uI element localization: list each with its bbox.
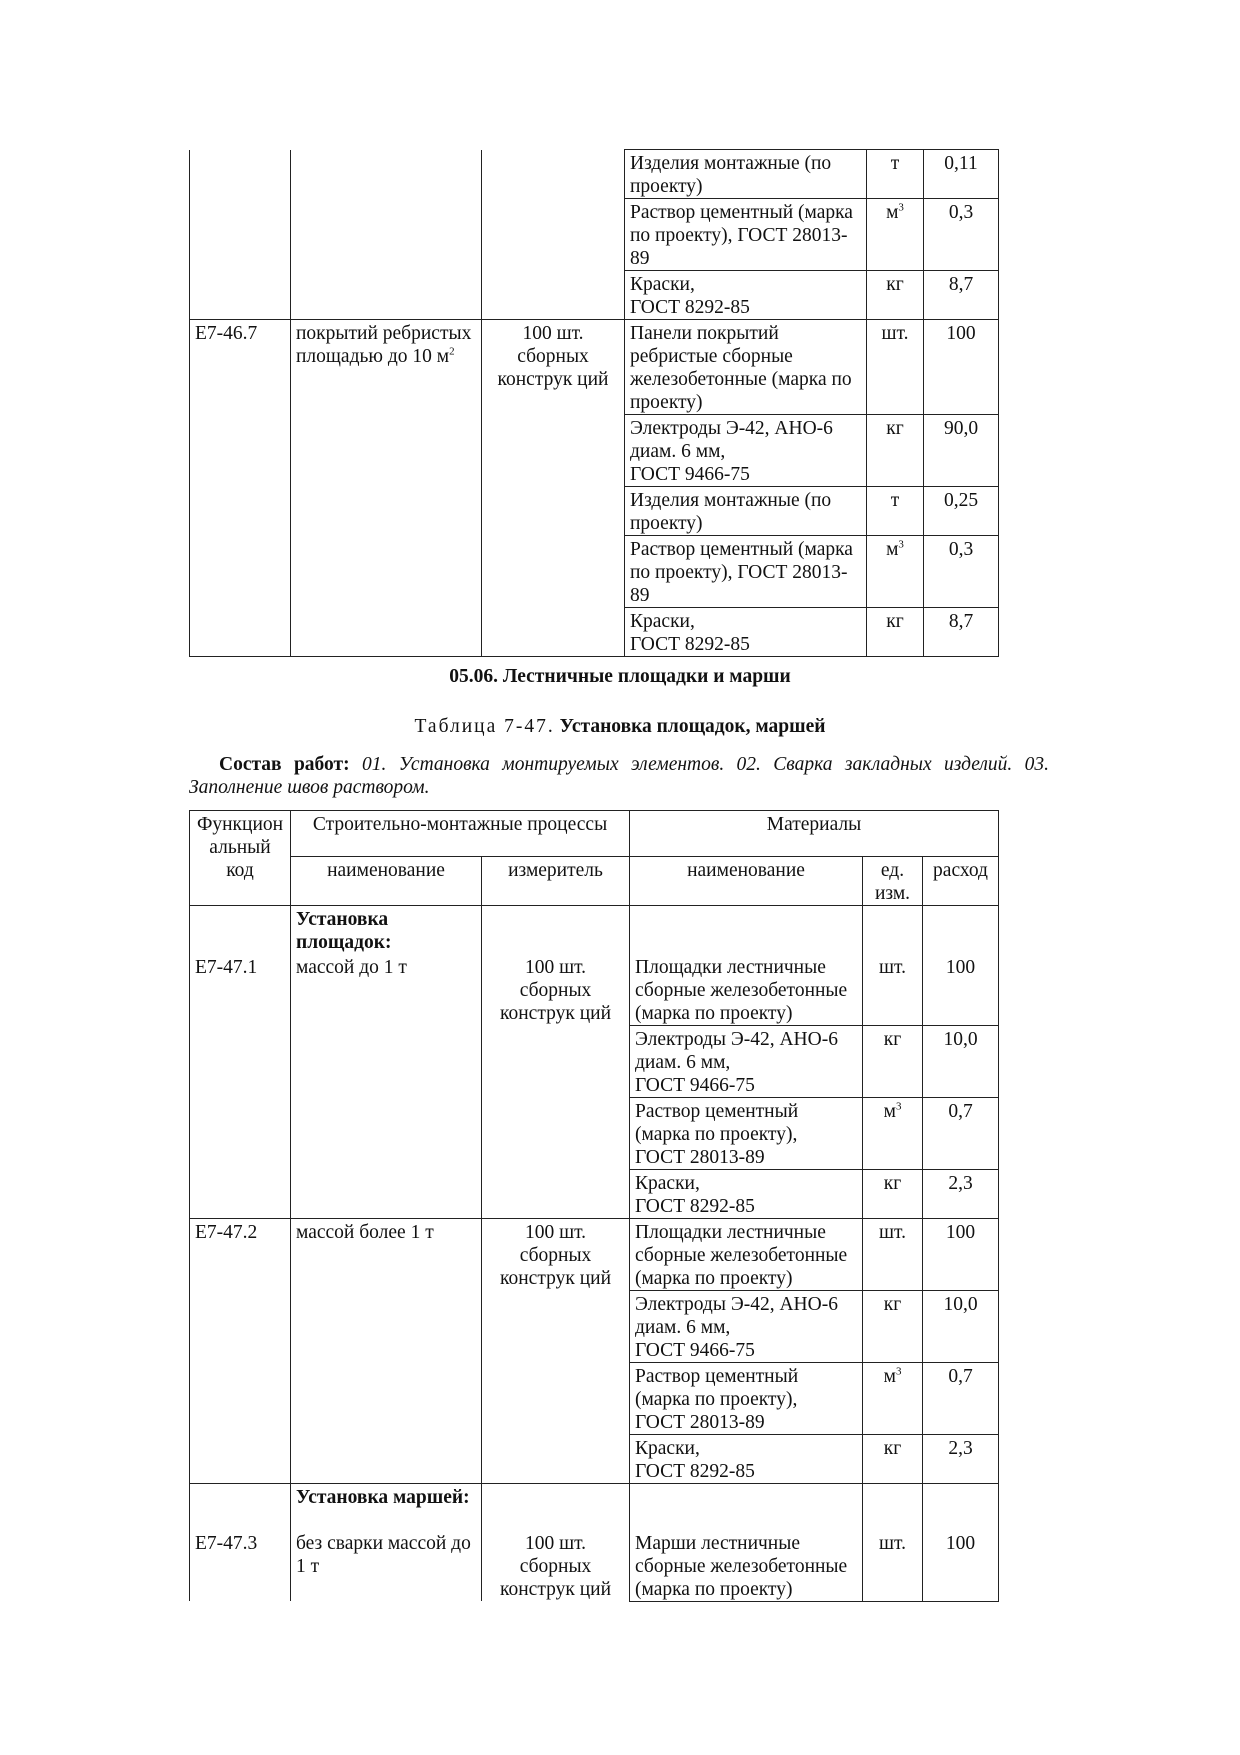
unit-cell: шт. [863,1530,923,1602]
header-proc-name: наименование [291,857,482,906]
table-row [190,1219,999,1291]
material-cell: Краски, ГОСТ 8292-85 [625,271,867,320]
table-row [190,1291,999,1363]
unit-cell: $м^3$ [863,1363,923,1435]
table-row [190,1098,999,1170]
rate-cell: 100 [923,1219,999,1291]
material-cell: Площадки лестничные сборные железобетонные (марка по проекту) [630,1219,863,1291]
table-row [190,954,999,1026]
table-row [190,1530,999,1602]
rate-cell: 90,0 [924,415,999,487]
table-row [190,271,999,320]
process-cell: массой более 1 т [291,1219,482,1291]
work-composition-label: Состав работ: [219,754,350,775]
material-cell: Электроды Э-42, АНО-6 диам. 6 мм, ГОСТ 9466-75 [630,1026,863,1098]
unit-cell: шт. [863,954,923,1026]
unit-cell: т [867,150,924,199]
code-cell [190,150,291,199]
material-cell: Изделия монтажные (по проекту) [625,150,867,199]
unit-cell: кг [863,1291,923,1363]
rate-cell: 2,3 [923,1170,999,1219]
material-cell: Раствор цементный (марка по проекту), ГОСТ 28013-89 [625,199,867,271]
process-cell: массой до 1 т [291,954,482,1026]
material-cell: Электроды Э-42, АНО-6 диам. 6 мм, ГОСТ 9466-75 [630,1291,863,1363]
material-cell: Раствор цементный (марка по проекту), ГОСТ 28013-89 [630,1363,863,1435]
header-mat-unit: ед. изм. [863,857,923,906]
unit-cell: $м^3$ [863,1098,923,1170]
table-row [190,608,999,657]
material-cell: Краски, ГОСТ 8292-85 [625,608,867,657]
code-cell: Е7-46.7 [190,320,291,415]
unit-cell: т [867,487,924,536]
rate-cell: 8,7 [924,271,999,320]
material-cell: Краски, ГОСТ 8292-85 [630,1170,863,1219]
unit-cell: кг [867,271,924,320]
rate-cell: 8,7 [924,608,999,657]
group-title-row [190,1484,999,1530]
process-cell: без сварки массой до 1 т [291,1530,482,1602]
header-proc-measure: измеритель [482,857,630,906]
work-composition [189,753,1049,799]
material-cell: Марши лестничные сборные железобетонные (марка по проекту) [630,1530,863,1602]
table-caption-prefix: Таблица 7-47. [414,716,555,737]
table-row [190,415,999,487]
rate-cell: 10,0 [923,1026,999,1098]
table-7-47 [189,810,999,1602]
rate-cell: 0,3 [924,199,999,271]
process-cell [291,150,482,199]
unit-cell: кг [867,415,924,487]
rate-cell: 0,11 [924,150,999,199]
measure-cell: 100 шт. сборных конструк ций [482,1219,630,1291]
material-cell: Панели покрытий ребристые сборные железобетонные (марка по проекту) [625,320,867,415]
section-heading: 05.06. Лестничные площадки и марши [449,666,791,687]
work-composition-text: 01. Установка монтируемых элементов. 02. Сварка закладных изделий. 03. Заполнение швов раствором. [189,754,1050,798]
group-title-row [190,906,999,955]
measure-cell: 100 шт. сборных конструк ций [482,954,630,1026]
header-materials: Материалы [630,811,999,857]
code-cell: Е7-47.2 [190,1219,291,1291]
header-mat-name: наименование [630,857,863,906]
group-title: Установка маршей: [291,1484,482,1530]
table-caption-title: Установка площадок, маршей [559,716,826,737]
table-row [190,1026,999,1098]
rate-cell: 100 [923,954,999,1026]
table-row [190,199,999,271]
unit-cell: кг [863,1435,923,1484]
unit-cell: кг [863,1170,923,1219]
table-row [190,487,999,536]
unit-cell: шт. [863,1219,923,1291]
measure-cell [482,150,625,199]
table-header-row [190,857,999,906]
measure-cell: 100 шт. сборных конструк ций [482,1530,630,1602]
table-row [190,1363,999,1435]
table-row [190,536,999,608]
material-cell: Площадки лестничные сборные железобетонные (марка по проекту) [630,954,863,1026]
unit-cell: кг [867,608,924,657]
unit-cell: кг [863,1026,923,1098]
code-cell: Е7-47.1 [190,954,291,1026]
process-cell: покрытий ребристых площадью до 10 $м^2$ [291,320,482,415]
unit-cell: шт. [867,320,924,415]
code-cell: Е7-47.3 [190,1530,291,1602]
material-cell: Раствор цементный (марка по проекту), ГОСТ 28013-89 [630,1098,863,1170]
measure-cell: 100 шт. сборных конструк ций [482,320,625,415]
rate-cell: 10,0 [923,1291,999,1363]
table-row [190,1435,999,1484]
table-row [190,320,999,415]
group-title: Установка площадок: [291,906,482,955]
rate-cell: 100 [923,1530,999,1602]
rate-cell: 2,3 [923,1435,999,1484]
table-header-row [190,811,999,857]
rate-cell: 0,7 [923,1363,999,1435]
material-cell: Изделия монтажные (по проекту) [625,487,867,536]
table-row [190,1170,999,1219]
material-cell: Электроды Э-42, АНО-6 диам. 6 мм, ГОСТ 9466-75 [625,415,867,487]
table-continuation [189,149,999,657]
rate-cell: 0,25 [924,487,999,536]
material-cell: Раствор цементный (марка по проекту), ГОСТ 28013-89 [625,536,867,608]
unit-cell: $м^3$ [867,199,924,271]
table-row [190,150,999,199]
table-caption [0,716,1240,738]
rate-cell: 0,7 [923,1098,999,1170]
header-mat-rate: расход [923,857,999,906]
material-cell: Краски, ГОСТ 8292-85 [630,1435,863,1484]
rate-cell: 100 [924,320,999,415]
header-processes: Строительно-монтажные процессы [291,811,630,857]
unit-cell: $м^3$ [867,536,924,608]
rate-cell: 0,3 [924,536,999,608]
header-func-code: Функцион альный код [190,811,291,906]
